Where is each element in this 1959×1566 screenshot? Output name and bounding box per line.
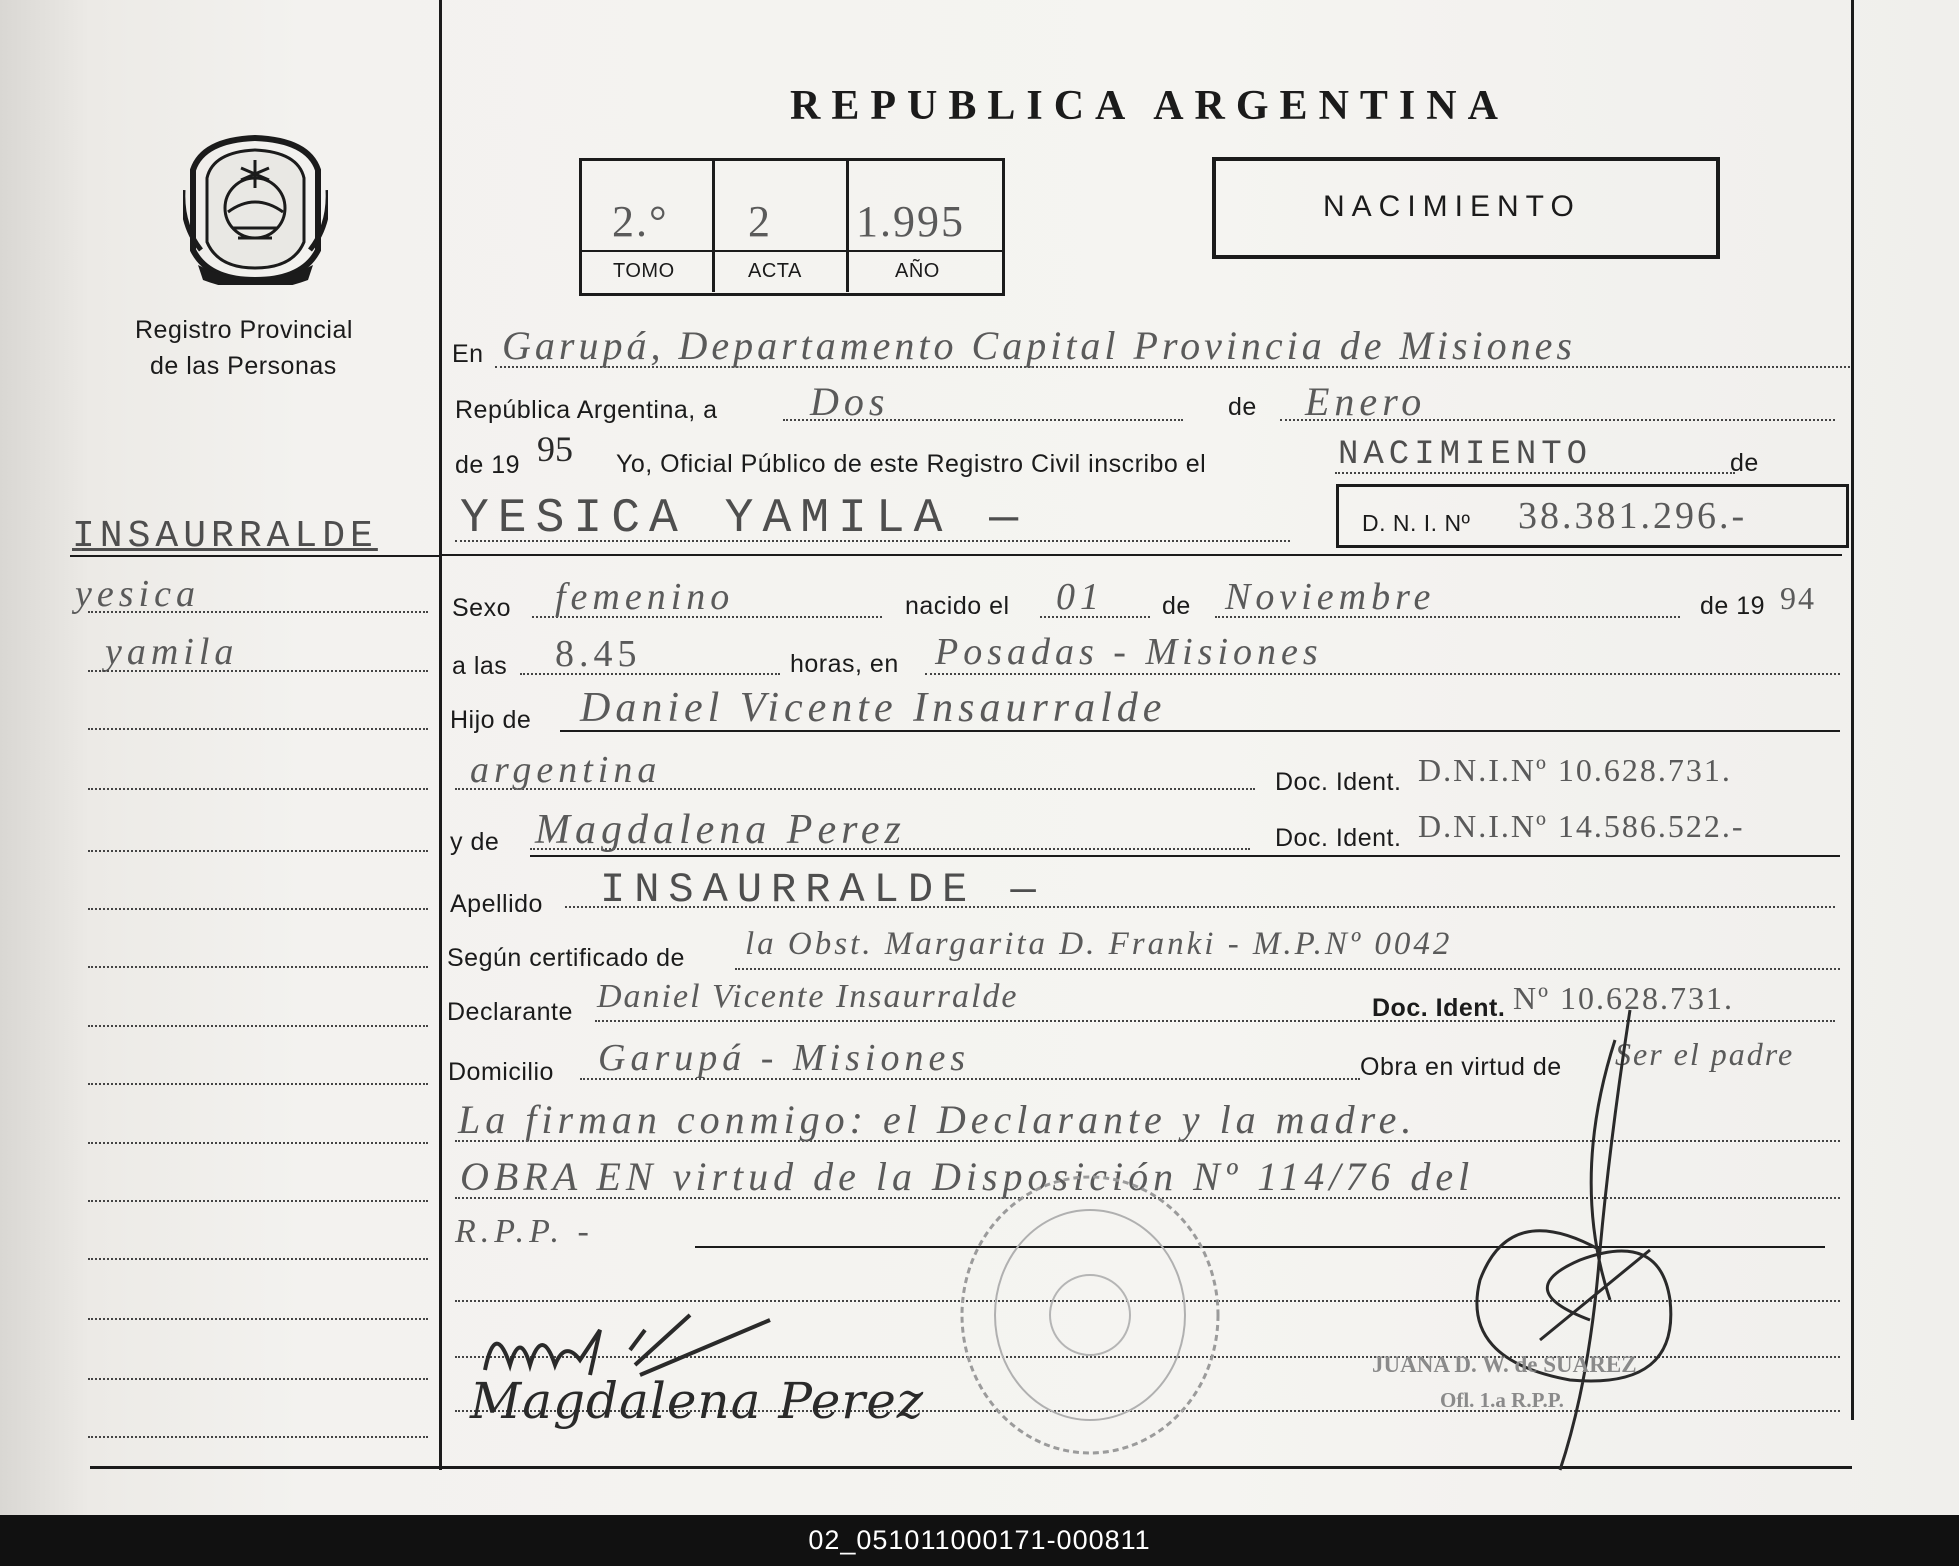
seal-stamp-icon: [955, 1170, 1225, 1460]
apellido-value: INSAURRALDE —: [600, 866, 1045, 914]
declarante-label: Declarante: [447, 998, 573, 1026]
anio-label: AÑO: [895, 260, 940, 282]
year-prefix: de 19: [455, 451, 521, 479]
margin-line: [88, 850, 428, 852]
declarante-value: Daniel Vicente Insaurralde: [597, 978, 1019, 1015]
segun-label: Según certificado de: [447, 944, 685, 972]
de-label: de: [1228, 393, 1257, 421]
ref-label-divider: [582, 250, 1002, 252]
domicilio-value: Garupá - Misiones: [598, 1037, 971, 1079]
official-stamp-line1: JUANA D. W. de SUAREZ: [1372, 1352, 1637, 1377]
event-value: NACIMIENTO: [1338, 436, 1593, 474]
obra-value: Ser el padre: [1615, 1036, 1795, 1072]
republica-label: República Argentina, a: [455, 396, 718, 424]
nacido-label: nacido el: [905, 592, 1010, 620]
domicilio-label: Domicilio: [448, 1058, 554, 1086]
declarante-doc-label: Doc. Ident.: [1372, 994, 1506, 1022]
hour-value: 8.45: [555, 633, 642, 675]
margin-line: [88, 1025, 428, 1027]
margin-name2: yamila: [105, 631, 239, 673]
father-nationality: argentina: [470, 749, 662, 791]
tomo-value: 2.°: [612, 197, 669, 246]
margin-line: [88, 1142, 428, 1144]
official-seal: [955, 1170, 1225, 1460]
father-doc: D.N.I.Nº 10.628.731.: [1418, 752, 1732, 788]
margin-line: [88, 728, 428, 730]
hijo-label: Hijo de: [450, 706, 532, 734]
birth-month: Noviembre: [1225, 576, 1436, 618]
mother-underline: [530, 855, 1840, 857]
horas-label: horas, en: [790, 650, 899, 678]
oficial-text: Yo, Oficial Público de este Registro Civil inscribo el: [616, 450, 1207, 478]
margin-surname: INSAURRALDE: [72, 515, 378, 558]
margin-line: [88, 1378, 428, 1380]
margin-line: [88, 1436, 428, 1438]
country-title: REPUBLICA ARGENTINA: [790, 83, 1509, 129]
father-name: Daniel Vicente Insaurralde: [580, 685, 1167, 731]
ref-divider-2: [846, 158, 849, 292]
margin-name1: yesica: [75, 573, 200, 615]
official-stamp-line2: Ofl. 1.a R.P.P.: [1440, 1388, 1564, 1412]
day-words: Dos: [810, 379, 890, 424]
province-seal: [183, 130, 328, 285]
acta-value: 2: [748, 197, 775, 246]
father-doc-label: Doc. Ident.: [1275, 768, 1402, 796]
certifier-line: [735, 968, 1840, 970]
dni-label: D. N. I. Nº: [1362, 510, 1471, 536]
month-value: Enero: [1305, 379, 1427, 424]
acta-label: ACTA: [748, 260, 802, 282]
right-border: [1851, 0, 1854, 1420]
a-las-label: a las: [452, 652, 508, 680]
year-suffix: 95: [537, 429, 573, 469]
mother-signature: Magdalena Perez: [470, 1372, 925, 1430]
place-value: Garupá, Departamento Capital Provincia de Misiones: [502, 323, 1576, 368]
birth-day: 01: [1056, 576, 1104, 618]
left-column-divider: [439, 0, 442, 1470]
sexo-label: Sexo: [452, 594, 511, 622]
obra-label: Obra en virtud de: [1360, 1053, 1562, 1081]
registry-name-line2: de las Personas: [150, 352, 337, 380]
apellido-label: Apellido: [450, 890, 543, 918]
coat-of-arms-icon: [183, 130, 328, 285]
tomo-label: TOMO: [613, 260, 675, 282]
en-label: En: [452, 340, 484, 368]
sexo-value: femenino: [555, 576, 735, 618]
margin-line: [88, 1318, 428, 1320]
certifier-value: la Obst. Margarita D. Franki - M.P.Nº 0042: [745, 926, 1453, 962]
mother-doc-label: Doc. Ident.: [1275, 824, 1402, 852]
ref-divider-1: [712, 158, 715, 292]
birth-year-suffix: 94: [1780, 580, 1816, 616]
line-firman: La firman conmigo: el Declarante y la madre.: [458, 1097, 1417, 1142]
margin-line: [88, 1083, 428, 1085]
margin-line: [88, 788, 428, 790]
margin-line: [88, 670, 428, 672]
mother-name: Magdalena Perez: [535, 807, 906, 853]
y-de-label: y de: [450, 828, 500, 856]
image-id-footer: 02_051011000171-000811: [0, 1515, 1959, 1566]
birth-de-label: de: [1162, 592, 1191, 620]
margin-line: [88, 908, 428, 910]
declarante-doc: Nº 10.628.731.: [1513, 980, 1735, 1016]
margin-line: [88, 611, 428, 613]
event-de-label: de: [1730, 449, 1759, 477]
record-type: NACIMIENTO: [1323, 190, 1581, 223]
birth-year-label: de 19: [1700, 592, 1766, 620]
margin-line: [88, 1200, 428, 1202]
header-divider: [442, 554, 1842, 556]
child-name: YESICA YAMILA —: [460, 492, 1028, 546]
margin-line: [88, 966, 428, 968]
margin-line: [88, 1258, 428, 1260]
line-rpp: R.P.P. -: [455, 1213, 594, 1250]
anio-value: 1.995: [856, 197, 965, 246]
line-obra: OBRA EN virtud de la Disposición Nº 114/76 del: [460, 1154, 1475, 1199]
birth-place: Posadas - Misiones: [935, 631, 1323, 673]
mother-doc: D.N.I.Nº 14.586.522.-: [1418, 808, 1745, 844]
dni-value: 38.381.296.-: [1518, 495, 1748, 537]
registry-name-line1: Registro Provincial: [135, 316, 353, 344]
